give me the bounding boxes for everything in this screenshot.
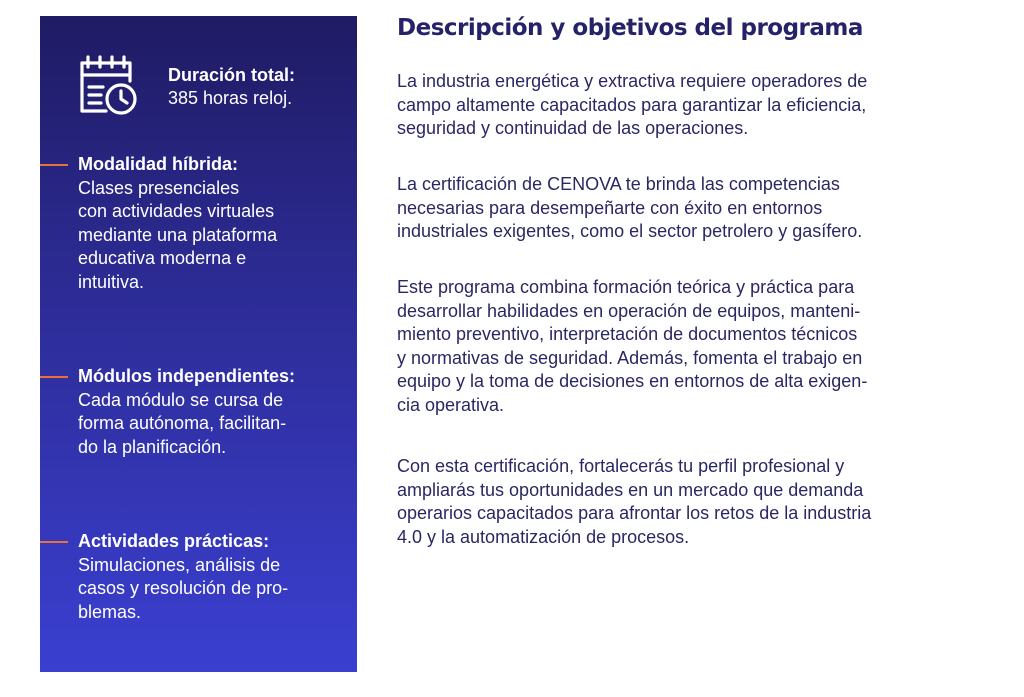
feature-body: Clases presenciales con actividades virtuales mediante una plataforma educativa moderna e intuitiva. <box>78 177 278 292</box>
accent-dash <box>40 164 68 166</box>
duration-label: Duración total: <box>168 65 296 85</box>
paragraph-program: Este programa combina formación teórica y práctica para desarrollar habilidades en operación de equipos, manteni- miento preventivo, interpretación de documentos técnicos y normativas de seguridad. Además, fomenta el trabajo en equipo y la toma de decisiones en entornos de alta exigen- cia operativa. <box>397 277 868 415</box>
paragraph-certification: La certificación de CENOVA te brinda las competencias necesarias para desempeñarte con éxito en entornos industriales exigentes, como el sector petrolero y gasífero. <box>397 174 863 241</box>
paragraph-profile: Con esta certificación, fortalecerás tu perfil profesional y ampliarás tus oportunidades en un mercado que demanda operarios capacitados para afrontar los retos de la industria 4.0 y la automatización de procesos. <box>397 456 872 547</box>
info-panel <box>40 16 357 672</box>
page-title: Descripción y objetivos del programa <box>397 15 863 41</box>
duration-block <box>168 64 295 110</box>
paragraph-industry: La industria energética y extractiva requiere operadores de campo altamente capacitados para garantizar la eficiencia, seguridad y continuidad de las operaciones. <box>397 71 868 138</box>
accent-dash <box>40 376 68 378</box>
accent-dash <box>40 541 68 543</box>
feature-body: Cada módulo se cursa de forma autónoma, facilitan- do la planificación. <box>78 389 287 457</box>
feature-body: Simulaciones, análisis de casos y resolución de pro- blemas. <box>78 554 289 622</box>
feature-title: Modalidad híbrida: <box>78 154 238 174</box>
feature-title: Actividades prácticas: <box>78 531 270 551</box>
duration-value: 385 horas reloj. <box>168 88 293 108</box>
feature-title: Módulos independientes: <box>78 366 296 386</box>
calendar-clock-icon <box>76 54 140 118</box>
